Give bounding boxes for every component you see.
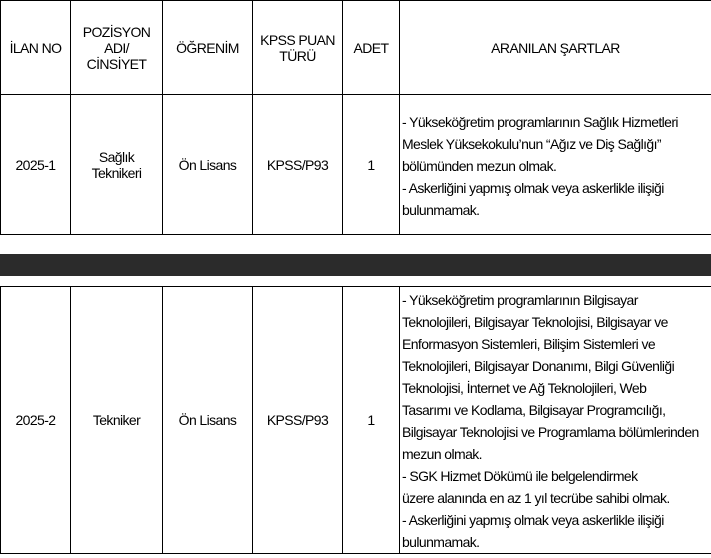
sartlar-line: mezun olmak. [402, 446, 482, 462]
table-row [1, 95, 711, 235]
table-header-row [1, 1, 711, 95]
sartlar-line: Meslek Yüksekokulu’nun “Ağız ve Diş Sağlığı” [402, 135, 661, 152]
job-table-top [0, 0, 711, 235]
sartlar-line: Tasarımı ve Kodlama, Bilgisayar Programcılığı, [402, 402, 666, 418]
pozisyon-line: Teknikeri [91, 164, 142, 181]
header-ogrenim: ÖĞRENİM [163, 1, 253, 95]
sartlar-line: - Askerliğini yapmış olmak veya askerlikle ilişiği [402, 179, 664, 196]
header-sartlar: ARANILAN ŞARTLAR [400, 1, 711, 95]
header-pozisyon-line: POZİSYON [82, 23, 151, 40]
header-pozisyon-line: ADI/ [104, 39, 129, 56]
sartlar-line: Bilgisayar Teknolojisi ve Programlama bölümlerinden [402, 424, 699, 440]
sartlar-line: Teknolojileri, Bilgisayar Donanımı, Bilgi Güvenliği [402, 358, 675, 374]
ilan-no-cell: 2025-2 [1, 287, 71, 554]
sartlar-line: - Yükseköğretim programlarının Sağlık Hizmetleri [402, 113, 678, 130]
sartlar-line: bölümünden mezun olmak. [402, 157, 557, 174]
table-row [1, 287, 711, 554]
header-kpss-line: KPSS PUAN [260, 31, 335, 48]
pozisyon-line: Sağlık [98, 148, 135, 165]
ogrenim-cell: Ön Lisans [163, 95, 253, 235]
pozisyon-cell [71, 95, 163, 235]
kpss-cell: KPSS/P93 [253, 287, 343, 554]
sartlar-line: - SGK Hizmet Dökümü ile belgelendirmek [402, 468, 638, 484]
job-table-bottom [0, 286, 711, 554]
ogrenim-cell: Ön Lisans [163, 287, 253, 554]
pozisyon-cell [71, 287, 163, 554]
sartlar-line: Teknolojisi, İnternet ve Ağ Teknolojileri, Web [402, 380, 647, 396]
adet-cell: 1 [343, 95, 400, 235]
header-kpss [253, 1, 343, 95]
kpss-cell: KPSS/P93 [253, 95, 343, 235]
ilan-no-cell: 2025-1 [1, 95, 71, 235]
sartlar-line: Enformasyon Sistemleri, Bilişim Sistemleri ve [402, 336, 656, 352]
header-kpss-line: TÜRÜ [279, 47, 316, 64]
sartlar-line: - Askerliğini yapmış olmak veya askerlikle ilişiği [402, 512, 664, 528]
page-separator-band [0, 254, 711, 276]
sartlar-line: bulunmamak. [402, 534, 480, 550]
header-ilan-no: İLAN NO [1, 1, 71, 95]
header-pozisyon-line: CİNSİYET [86, 55, 147, 72]
adet-cell: 1 [343, 287, 400, 554]
sartlar-cell [400, 287, 711, 554]
sartlar-line: üzere alanında en az 1 yıl tecrübe sahibi olmak. [402, 490, 670, 506]
sartlar-cell [400, 95, 711, 235]
sartlar-line: bulunmamak. [402, 201, 480, 218]
pozisyon-line: Tekniker [92, 412, 141, 428]
header-pozisyon [71, 1, 163, 95]
header-adet: ADET [343, 1, 400, 95]
sartlar-line: - Yükseköğretim programlarının Bilgisayar [402, 292, 638, 308]
sartlar-line: Teknolojileri, Bilgisayar Teknolojisi, Bilgisayar ve [402, 314, 668, 330]
